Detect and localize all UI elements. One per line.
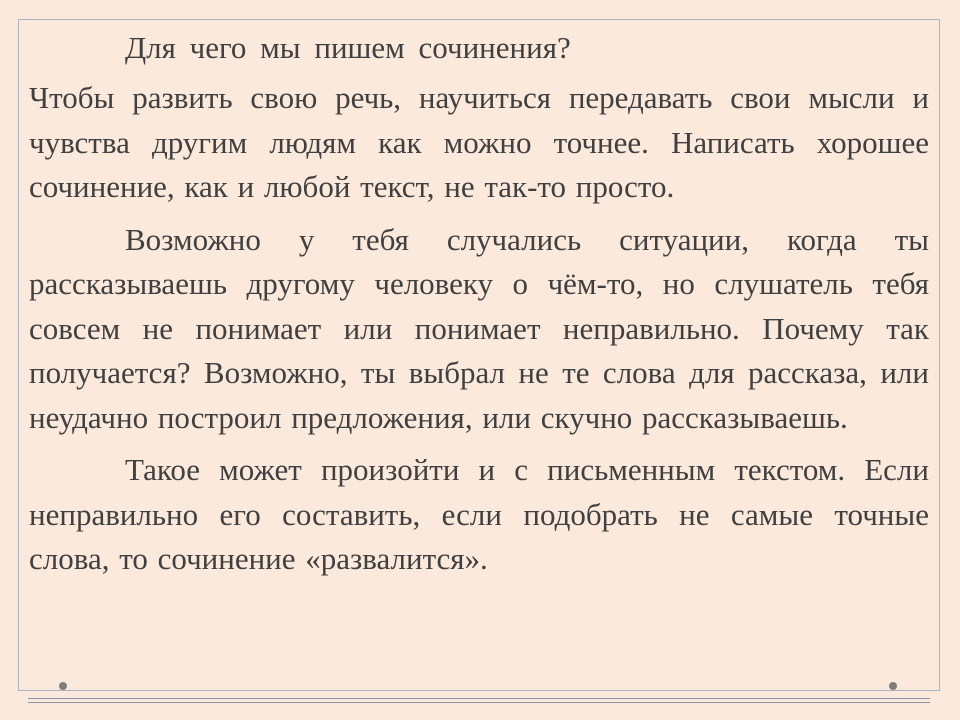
decorative-dot-right	[889, 682, 897, 690]
paragraph-1: Чтобы развить свою речь, научиться передавать свои мысли и чувства другим людям как можно точнее. Написать хорошее сочинение, как и любой текст, не так-то просто.	[29, 80, 929, 204]
slide-content	[29, 26, 929, 590]
paragraph-2: Возможно у тебя случались ситуации, когда ты рассказываешь другому человеку о чём-то, но слушатель тебя совсем не понимает или понимает неправильно. Почему так получается? Возможно, ты выбрал не те слова для рассказа, или неудачно построил предложения, или скучно рассказываешь.	[29, 221, 929, 435]
slide-title: Для чего мы пишем сочинения?	[125, 30, 571, 65]
paragraph-3: Такое может произойти и с письменным текстом. Если неправильно его составить, если подобрать не самые точные слова, то сочинение «развалится».	[29, 452, 929, 576]
bottom-rule-line-secondary	[28, 702, 930, 703]
bottom-rule-line	[28, 698, 930, 699]
decorative-dot-left	[59, 682, 67, 690]
